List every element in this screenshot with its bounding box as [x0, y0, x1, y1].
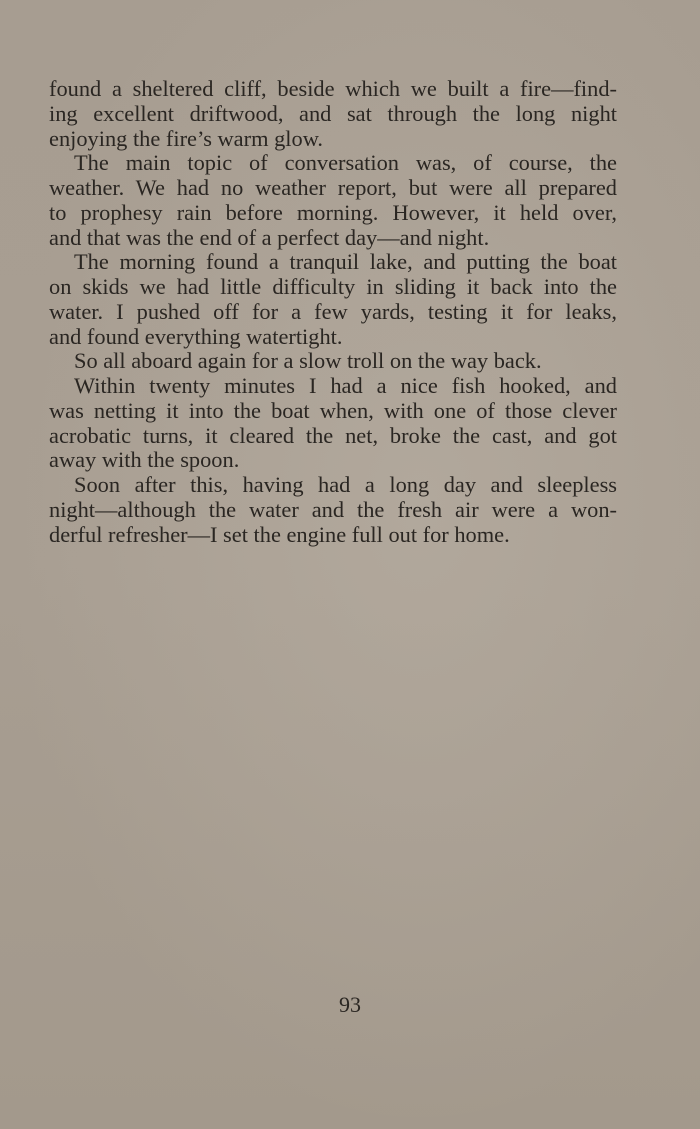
- text-line: enjoying the fire’s warm glow.: [49, 125, 324, 151]
- text-line: Within twenty minutes I had a nice fish hooked, and: [74, 373, 617, 398]
- text-line: away with the spoon.: [49, 447, 240, 473]
- text-line: and found everything watertight.: [49, 323, 343, 349]
- text-line: The main topic of conversation was, of course, the: [74, 150, 617, 176]
- text-line: ing excellent driftwood, and sat through the long night: [49, 100, 617, 126]
- text-line: Soon after this, having had a long day and sleepless: [74, 472, 617, 497]
- text-line: The morning found a tranquil lake, and putting the boat: [74, 249, 617, 275]
- text-line: and that was the end of a perfect day—and night.: [49, 224, 490, 250]
- text-line: on skids we had little difficulty in sliding it back into the: [49, 274, 617, 299]
- text-line: was netting it into the boat when, with one of those clever: [49, 397, 617, 423]
- text-line: So all aboard again for a slow troll on the way back.: [74, 348, 542, 374]
- text-line: water. I pushed off for a few yards, testing it for leaks,: [49, 298, 617, 324]
- text-line: derful refresher—I set the engine full out for home.: [49, 521, 510, 547]
- text-line: weather. We had no weather report, but were all prepared: [49, 175, 617, 200]
- body-text: [49, 77, 617, 547]
- page-number: 93: [339, 992, 361, 1017]
- text-line: night—although the water and the fresh air were a won-: [49, 496, 617, 522]
- text-line: to prophesy rain before morning. However, it held over,: [49, 199, 617, 225]
- text-line: acrobatic turns, it cleared the net, broke the cast, and got: [49, 422, 617, 448]
- text-line: found a sheltered cliff, beside which we built a fire—find-: [49, 76, 617, 101]
